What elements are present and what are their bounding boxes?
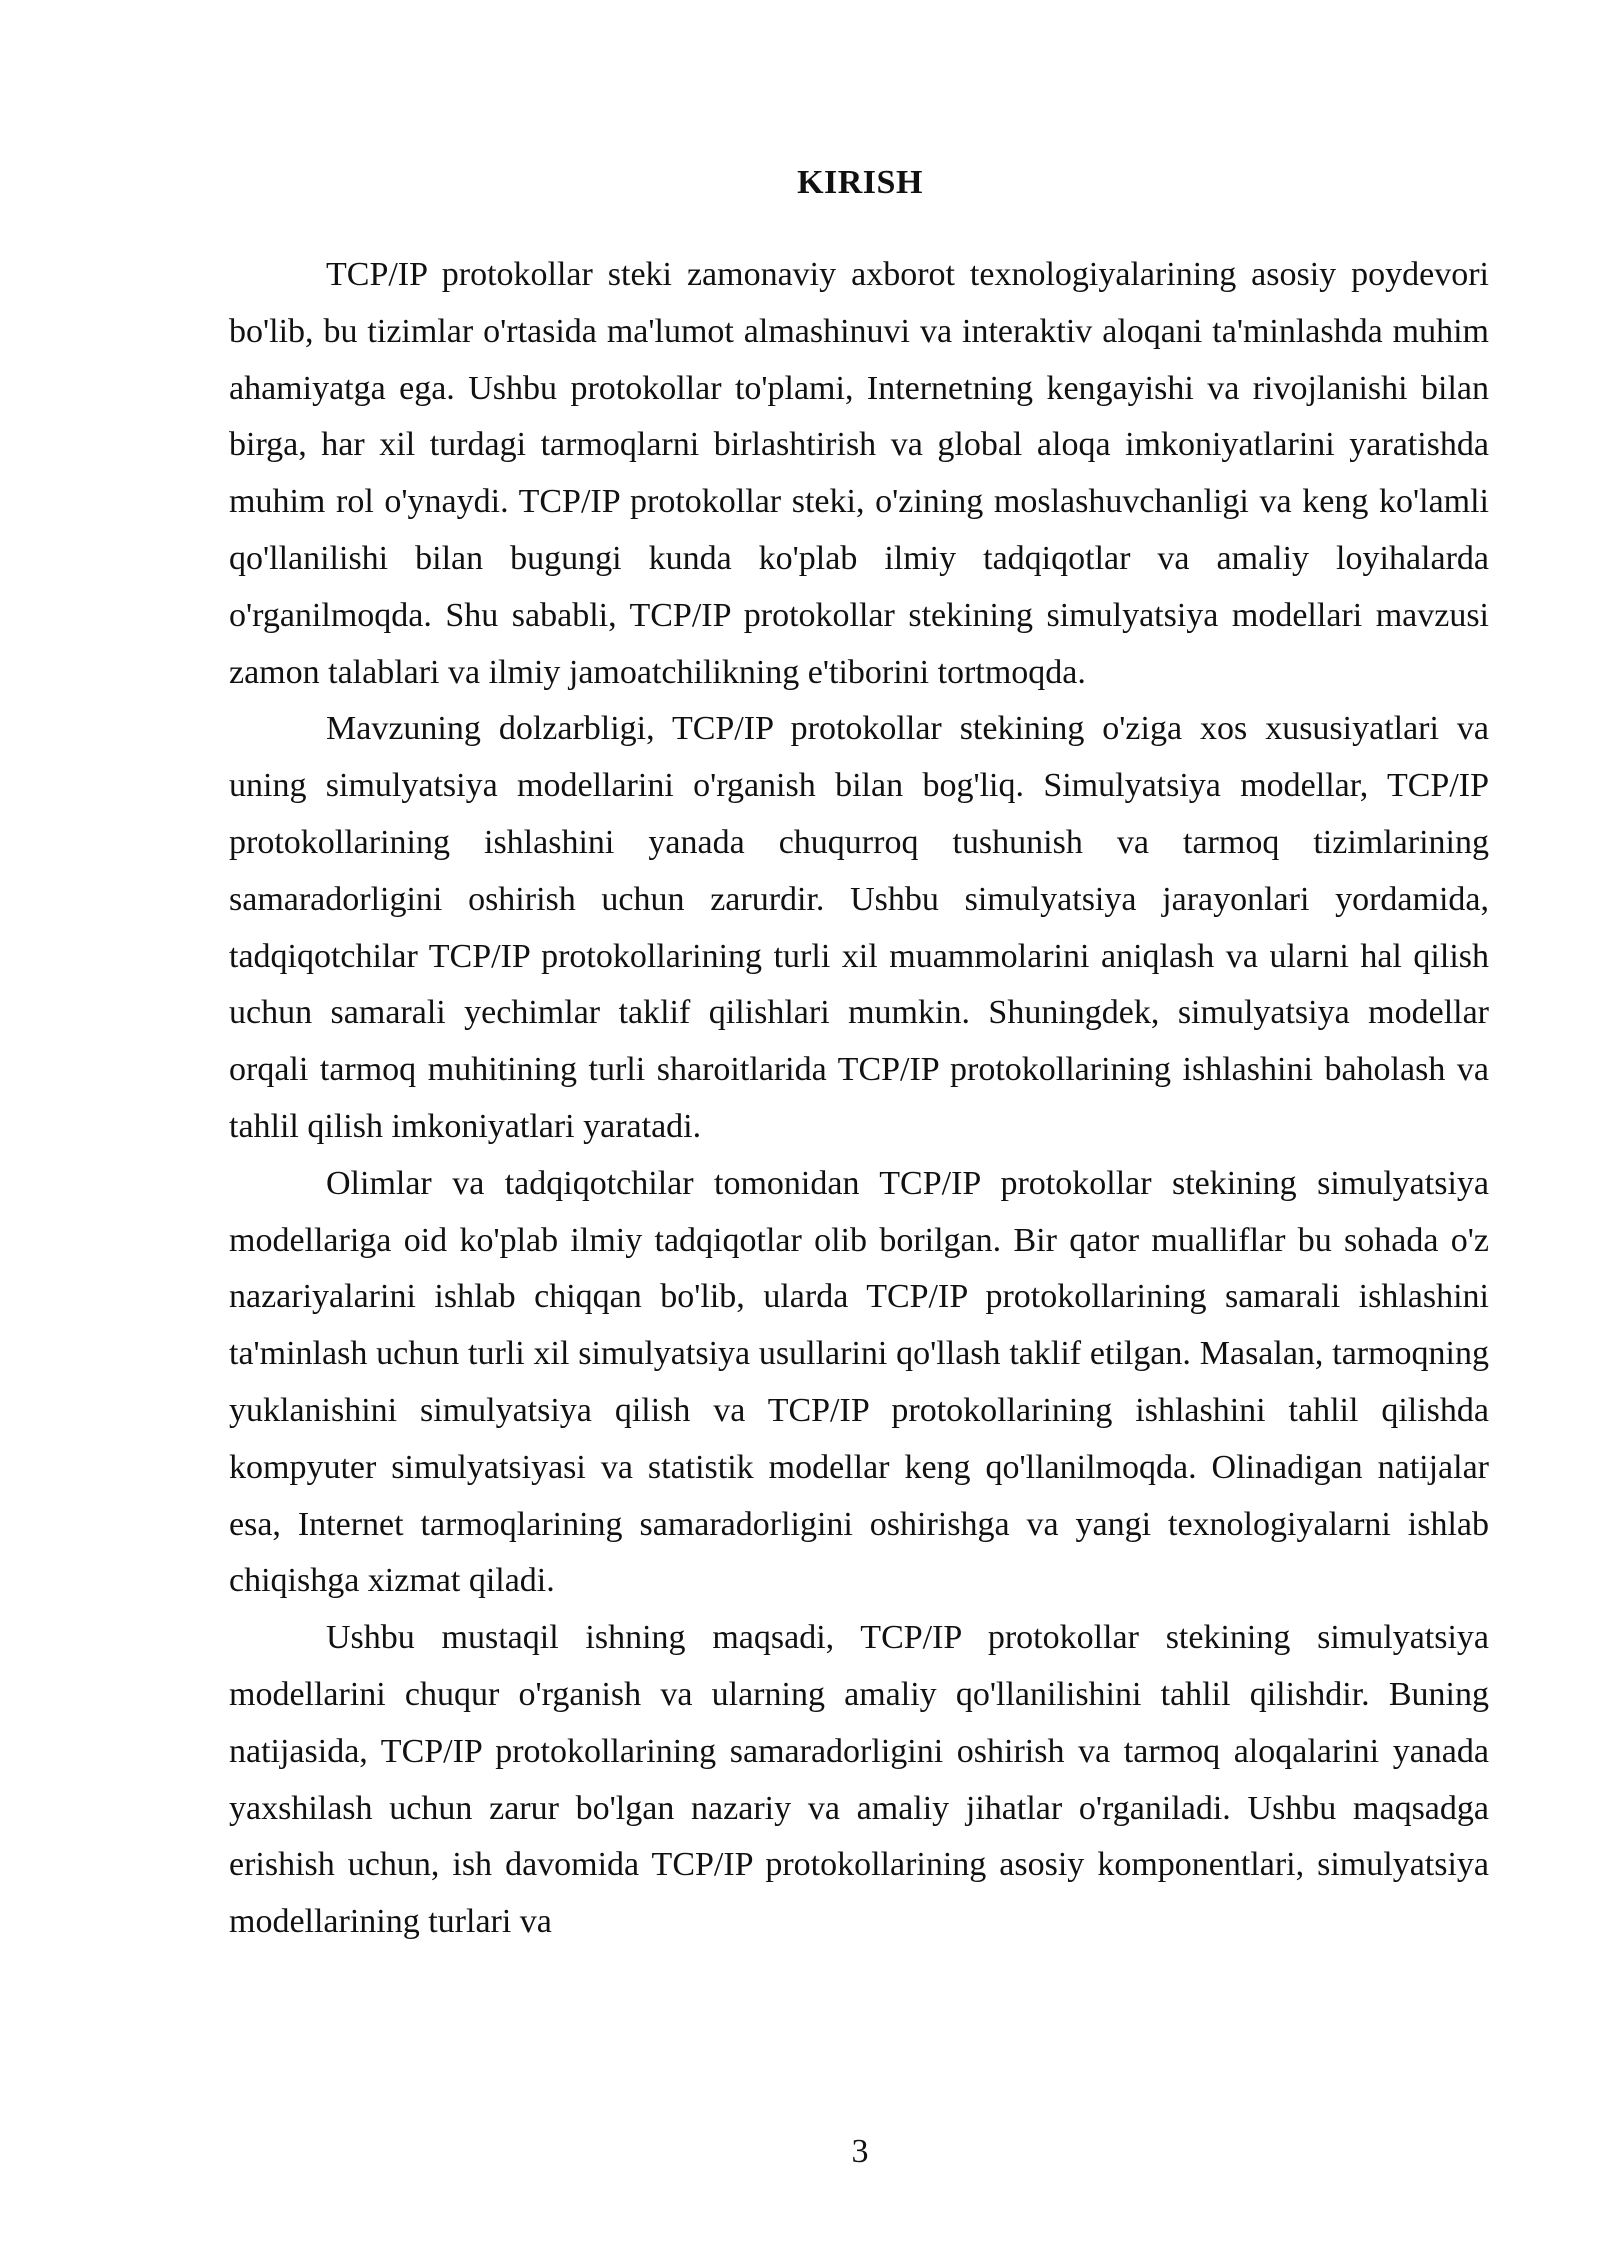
page-number: 3 — [851, 2133, 869, 2170]
paragraph-4: Ushbu mustaqil ishning maqsadi, TCP/IP protokollar stekining simulyatsiya modellarini chuqur o'rganish va ularning amaliy qo'llanilishini tahlil qilishdir. Buning natijasida, TCP/IP protokollarining samaradorligini oshirish va tarmoq aloqalarini yanada yaxshilash uchun zarur bo'lgan nazariy va amaliy jihatlar o'rganiladi. Ushbu maqsadga erishish uchun, ish davomida TCP/IP protokollarining asosiy komponentlari, simulyatsiya modellarining turlari va — [229, 1619, 1489, 1941]
paragraph-2: Mavzuning dolzarbligi, TCP/IP protokollar stekining o'ziga xos xususiyatlari va uning simulyatsiya modellarini o'rganish bilan bog'liq. Simulyatsiya modellar, TCP/IP protokollarining ishlashini yanada chuqurroq tushunish va tarmoq tizimlarining samaradorligini oshirish uchun zarurdir. Ushbu simulyatsiya jarayonlari yordamida, tadqiqotchilar TCP/IP protokollarining turli xil muammolarini aniqlash va ularni hal qilish uchun samarali yechimlar taklif qilishlari mumkin. Shuningdek, simulyatsiya modellar orqali tarmoq muhitining turli sharoitlarida TCP/IP protokollarining ishlashini baholash va tahlil qilish imkoniyatlari yaratadi. — [229, 710, 1489, 1145]
page-title: KIRISH — [797, 164, 923, 201]
paragraph-3: Olimlar va tadqiqotchilar tomonidan TCP/IP protokollar stekining simulyatsiya modellariga oid ko'plab ilmiy tadqiqotlar olib borilgan. Bir qator mualliflar bu sohada o'z nazariyalarini ishlab chiqqan bo'lib, ularda TCP/IP protokollarining samarali ishlashini ta'minlash uchun turli xil simulyatsiya usullarini qo'llash taklif etilgan. Masalan, tarmoqning yuklanishini simulyatsiya qilish va TCP/IP protokollarining ishlashini tahlil qilishda kompyuter simulyatsiyasi va statistik modellar keng qo'llanilmoqda. Olinadigan natijalar esa, Internet tarmoqlarining samaradorligini oshirishga va yangi texnologiyalarni ishlab chiqishga xizmat qiladi. — [229, 1164, 1489, 1600]
body-text — [229, 247, 1489, 1951]
paragraph-1: TCP/IP protokollar steki zamonaviy axborot texnologiyalarining asosiy poydevori bo'lib, bu tizimlar o'rtasida ma'lumot almashinuvi va interaktiv aloqani ta'minlashda muhim ahamiyatga ega. Ushbu protokollar to'plami, Internetning kengayishi va rivojlanishi bilan birga, har xil turdagi tarmoqlarni birlashtirish va global aloqa imkoniyatlarini yaratishda muhim rol o'ynaydi. TCP/IP protokollar steki, o'zining moslashuvchanligi va keng ko'lamli qo'llanilishi bilan bugungi kunda ko'plab ilmiy tadqiqotlar va amaliy loyihalarda o'rganilmoqda. Shu sababli, TCP/IP protokollar stekining simulyatsiya modellari mavzusi zamon talablari va ilmiy jamoatchilikning e'tiborini tortmoqda. — [229, 256, 1489, 691]
